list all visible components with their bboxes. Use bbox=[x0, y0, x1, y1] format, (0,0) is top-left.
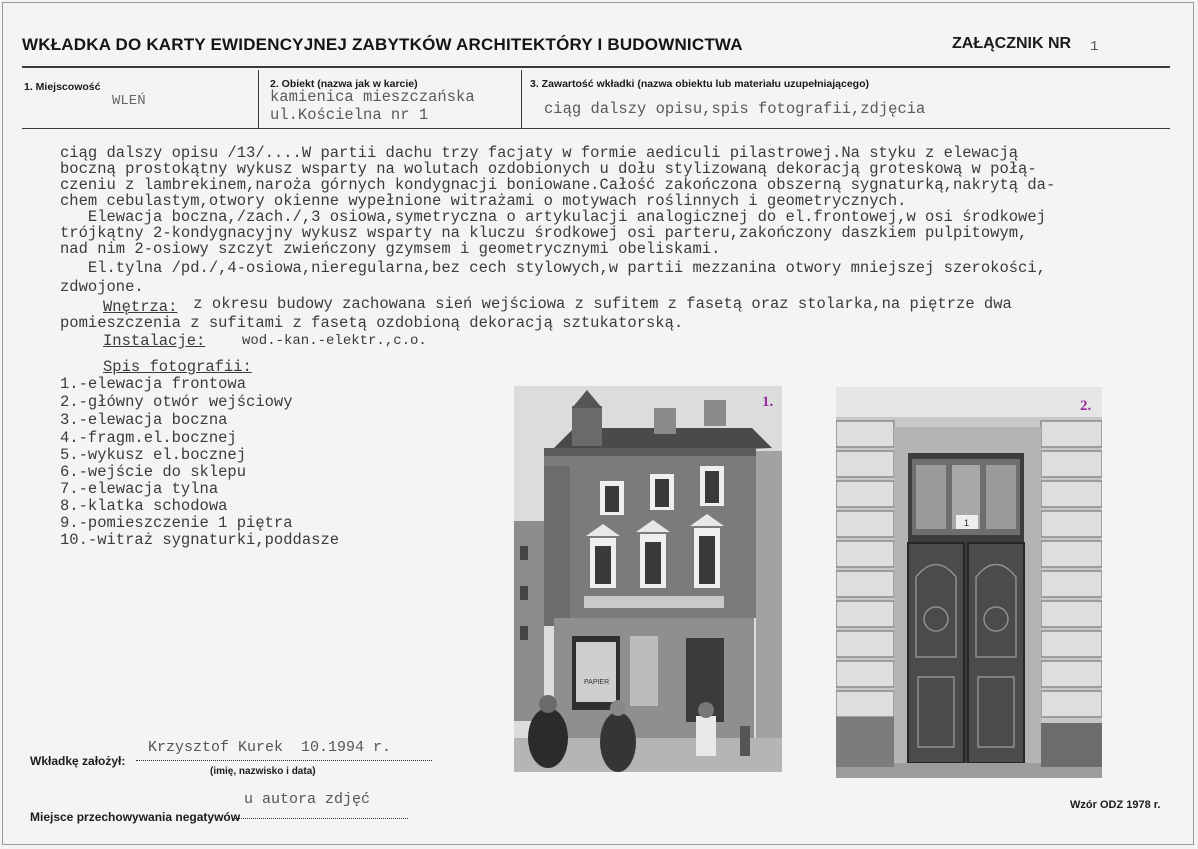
form-title: WKŁADKA DO KARTY EWIDENCYJNEJ ZABYTKÓW ARCHITEKTÓRY I BUDOWNICTWA bbox=[22, 35, 743, 54]
author-caption: (imię, nazwisko i data) bbox=[210, 766, 316, 777]
body-line: chem cebulastym,otwory okienne wypełnione witrażami o motywach roślinnych i geometrycznych. bbox=[60, 192, 907, 210]
content-label: 3. Zawartość wkładki (nazwa obiektu lub materiału uzupełniającego) bbox=[530, 78, 869, 90]
entrance-door-image bbox=[836, 387, 1102, 778]
locality-label: 1. Miejscowość bbox=[24, 81, 101, 93]
body-line: trójkątny 2-kondygnacyjny wykusz wsparty na kluczu środkowej osi parteru,zakończony daszkiem pulpitowym, bbox=[60, 224, 1028, 242]
photo-list-item: 2.-główny otwór wejściowy bbox=[60, 393, 293, 411]
negatives-label: Miejsce przechowywania negatywów bbox=[30, 810, 241, 824]
photo-list-item: 3.-elewacja boczna bbox=[60, 411, 228, 429]
object-label: 2. Obiekt (nazwa jak w karcie) bbox=[270, 78, 418, 90]
photo-front-elevation bbox=[514, 386, 782, 772]
interior-line2: pomieszczenia z sufitami z fasetą ozdobioną dekoracją sztukatorską. bbox=[60, 314, 684, 332]
header-rule-bottom bbox=[22, 128, 1170, 129]
photo-list-item: 4.-fragm.el.bocznej bbox=[60, 429, 237, 447]
photo-main-entrance bbox=[836, 387, 1102, 778]
photo-list-item: 6.-wejście do sklepu bbox=[60, 463, 247, 481]
interior-line1: z okresu budowy zachowana sień wejściowa z sufitem z fasetą oraz stolarka,na piętrze dwa bbox=[184, 295, 1012, 313]
body-line: zdwojone. bbox=[60, 278, 144, 296]
author-dotted-line bbox=[136, 760, 432, 761]
photo-list-item: 8.-klatka schodowa bbox=[60, 497, 228, 515]
author-value: Krzysztof Kurek 10.1994 r. bbox=[148, 739, 392, 756]
body-line: ciąg dalszy opisu /13/....W partii dachu trzy facjaty w formie aediculi pilastrowej.Na styku z elewacją bbox=[60, 144, 1019, 162]
shop-window-sign: PAPIER bbox=[584, 679, 610, 686]
annex-number: 1 bbox=[1090, 39, 1099, 55]
content-value: ciąg dalszy opisu,spis fotografii,zdjęcia bbox=[544, 100, 926, 118]
house-number-plaque: 1 bbox=[964, 518, 970, 528]
negatives-value: u autora zdjęć bbox=[244, 791, 371, 808]
field-divider-2 bbox=[521, 70, 522, 128]
body-line: nad nim 2-osiowy szczyt zwieńczony gzymsem i geometrycznymi obeliskami. bbox=[60, 240, 721, 258]
townhouse-facade-image bbox=[514, 386, 782, 772]
header-rule-top bbox=[22, 66, 1170, 68]
photo-list-item: 10.-witraż sygnaturki,poddasze bbox=[60, 531, 340, 549]
form-code: Wzór ODZ 1978 r. bbox=[1070, 799, 1161, 811]
body-line: czeniu z lambrekinem,naroża górnych kondygnacji boniowane.Całość zakończona obszerną sygnaturką,nakrytą da- bbox=[60, 176, 1056, 194]
photo-list-item: 5.-wykusz el.bocznej bbox=[60, 446, 247, 464]
author-label: Wkładkę założył: bbox=[30, 754, 126, 768]
object-value-line1: kamienica mieszczańska bbox=[270, 88, 475, 106]
photo-number-1: 1. bbox=[762, 394, 774, 410]
photo-list-item: 7.-elewacja tylna bbox=[60, 480, 219, 498]
negatives-dotted-line bbox=[232, 818, 408, 819]
body-line: El.tylna /pd./,4-osiowa,nieregularna,bez cech stylowych,w partii mezzanina otwory mniejszej szerokości, bbox=[60, 259, 1046, 277]
installations-value: wod.-kan.-elektr.,c.o. bbox=[242, 333, 427, 349]
body-line: Elewacja boczna,/zach./,3 osiowa,symetryczna o artykulacji analogicznej do el.frontowej,w osi środkowej bbox=[60, 208, 1046, 226]
photo-list-item: 1.-elewacja frontowa bbox=[60, 375, 247, 393]
object-value-line2: ul.Kościelna nr 1 bbox=[270, 106, 429, 124]
photo-list-item: 9.-pomieszczenie 1 piętra bbox=[60, 514, 293, 532]
locality-value: WLEŃ bbox=[112, 93, 146, 109]
annex-label: ZAŁĄCZNIK NR bbox=[952, 35, 1072, 52]
photo-list-heading: Spis fotografii: bbox=[103, 358, 252, 376]
field-divider-1 bbox=[258, 70, 259, 128]
photo-number-2: 2. bbox=[1080, 398, 1092, 414]
installations-label: Instalacje: bbox=[103, 332, 206, 350]
interior-label: Wnętrza: bbox=[103, 298, 178, 316]
body-line: boczną prostokątny wykusz wsparty na wolutach ozdobionych u dołu stylizowaną dekoracją groteskową w połą- bbox=[60, 160, 1037, 178]
